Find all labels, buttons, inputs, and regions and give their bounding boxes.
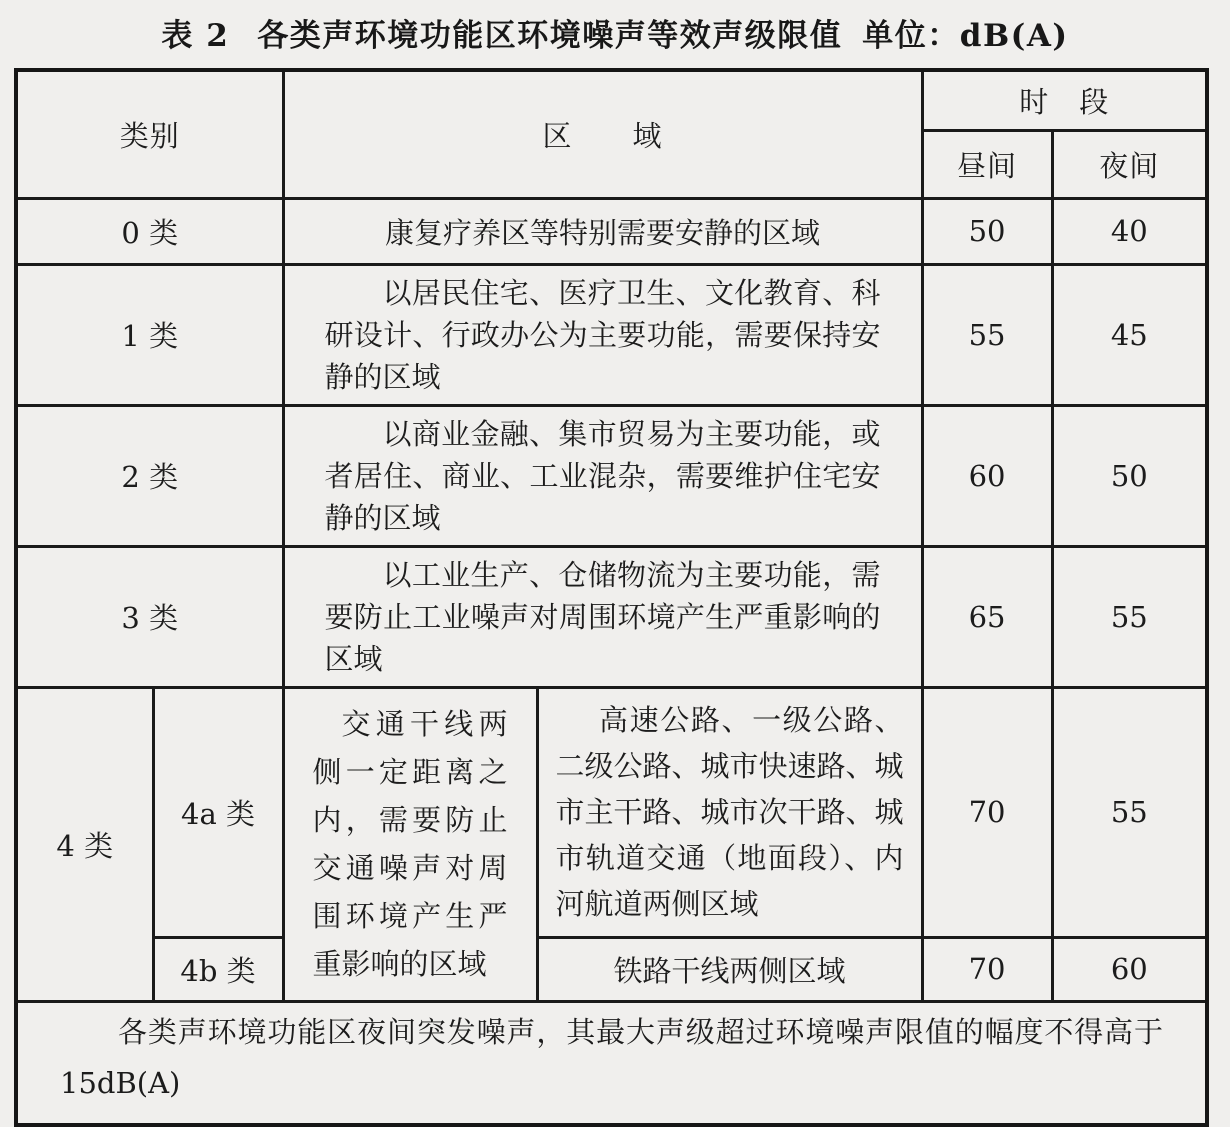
day-limit-cell: 50	[922, 198, 1052, 264]
day-limit-cell: 65	[922, 546, 1052, 687]
table-row-class4a	[16, 687, 1207, 937]
period-header-cell: 时 段	[922, 70, 1207, 130]
noise-limit-table	[14, 68, 1209, 1127]
header-row-1	[16, 70, 1207, 130]
region-cell: 康复疗养区等特别需要安静的区域	[283, 198, 922, 264]
unit-label: 单位：dB(A)	[862, 18, 1069, 54]
table-number: 表 2	[161, 18, 230, 54]
night-limit-cell: 45	[1052, 264, 1207, 405]
night-limit-cell: 60	[1052, 937, 1207, 1001]
table-title-text: 各类声环境功能区环境噪声等效声级限值	[257, 18, 843, 54]
day-limit-cell: 70	[922, 937, 1052, 1001]
category-cell: 2 类	[16, 405, 283, 546]
night-limit-cell: 40	[1052, 198, 1207, 264]
railway-region-cell: 铁路干线两侧区域	[537, 937, 922, 1001]
table-row-class3	[16, 546, 1207, 687]
table-row-class1	[16, 264, 1207, 405]
region-cell: 以工业生产、仓储物流为主要功能，需要防止工业噪声对周围环境产生严重影响的区域	[283, 546, 922, 687]
region-header-cell: 区 域	[283, 70, 922, 198]
night-header-cell: 夜间	[1052, 130, 1207, 198]
category-header-cell: 类别	[16, 70, 283, 198]
night-limit-cell: 55	[1052, 546, 1207, 687]
roads-region-cell: 高速公路、一级公路、二级公路、城市快速路、城市主干路、城市次干路、城市轨道交通（地面段）、内河航道两侧区域	[537, 687, 922, 937]
day-limit-cell: 55	[922, 264, 1052, 405]
category-4b-cell: 4b 类	[153, 937, 283, 1001]
region-cell: 以商业金融、集市贸易为主要功能，或者居住、商业、工业混杂，需要维护住宅安静的区域	[283, 405, 922, 546]
shared-region-cell: 交通干线两侧一定距离之内，需要防止交通噪声对周围环境产生严重影响的区域	[283, 687, 537, 1001]
table-row-class2	[16, 405, 1207, 546]
table-row-class0	[16, 198, 1207, 264]
night-limit-cell: 50	[1052, 405, 1207, 546]
category-4a-cell: 4a 类	[153, 687, 283, 937]
footnote-row	[16, 1001, 1207, 1125]
region-cell: 以居民住宅、医疗卫生、文化教育、科研设计、行政办公为主要功能，需要保持安静的区域	[283, 264, 922, 405]
day-header-cell: 昼间	[922, 130, 1052, 198]
night-limit-cell: 55	[1052, 687, 1207, 937]
category-cell: 1 类	[16, 264, 283, 405]
category-4-cell: 4 类	[16, 687, 153, 1001]
table-row-class4b	[16, 937, 1207, 1001]
footnote-cell: 各类声环境功能区夜间突发噪声，其最大声级超过环境噪声限值的幅度不得高于 15dB(A)	[16, 1001, 1207, 1125]
day-limit-cell: 70	[922, 687, 1052, 937]
table-title	[0, 0, 1230, 55]
day-limit-cell: 60	[922, 405, 1052, 546]
category-cell: 0 类	[16, 198, 283, 264]
category-cell: 3 类	[16, 546, 283, 687]
